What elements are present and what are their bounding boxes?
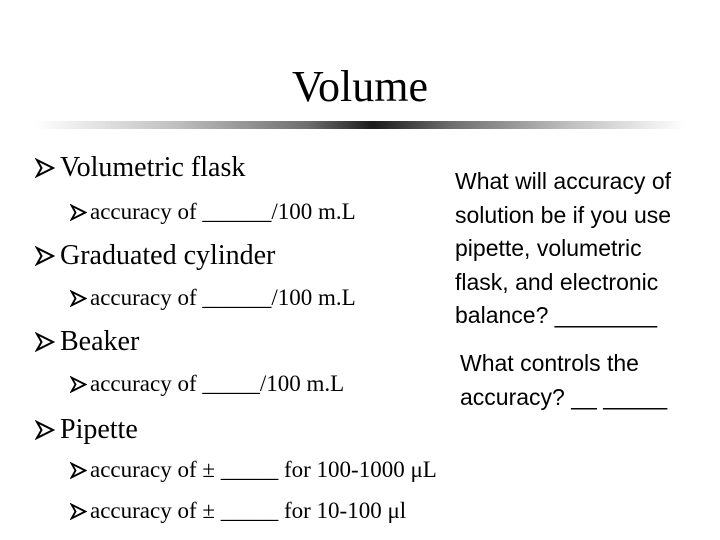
sub-bullet-graduated-cylinder-accuracy [68, 284, 356, 312]
arrow-bullet-icon [68, 501, 88, 521]
slide-title: Volume [291, 62, 429, 111]
bullet-volumetric-flask [34, 152, 245, 184]
question-controls-accuracy [460, 347, 667, 414]
sub-bullet-text: accuracy of ± _____ for 10-100 μl [90, 498, 407, 523]
bullet-label: Volumetric flask [60, 152, 246, 183]
bullet-label: Pipette [60, 414, 138, 445]
question-line: balance? ________ [455, 302, 658, 328]
title-divider [34, 121, 686, 129]
sub-bullet-beaker-accuracy [68, 370, 344, 398]
sub-bullet-pipette-accuracy-2 [68, 497, 406, 525]
bullet-label: Graduated cylinder [60, 240, 276, 271]
arrow-bullet-icon [34, 157, 56, 179]
arrow-bullet-icon [68, 288, 88, 308]
question-line: What controls the [460, 350, 639, 376]
sub-bullet-volumetric-flask-accuracy [68, 198, 356, 226]
arrow-bullet-icon [34, 331, 56, 353]
question-line: accuracy? __ _____ [460, 383, 668, 410]
question-line: pipette, volumetric [455, 235, 642, 261]
sub-bullet-text: accuracy of ± _____ for 100-1000 μL [90, 457, 437, 482]
arrow-bullet-icon [34, 419, 56, 441]
question-line: flask, and electronic [455, 268, 659, 295]
sub-bullet-text: accuracy of ______/100 m.L [90, 199, 356, 224]
question-solution-accuracy [455, 165, 671, 333]
bullet-pipette [34, 414, 138, 446]
sub-bullet-text: accuracy of ______/100 m.L [90, 285, 356, 310]
sub-bullet-text: accuracy of _____/100 m.L [90, 371, 345, 396]
sub-bullet-pipette-accuracy-1 [68, 456, 437, 484]
question-line: solution be if you use [455, 201, 672, 228]
arrow-bullet-icon [68, 460, 88, 480]
question-line: What will accuracy of [455, 168, 672, 194]
arrow-bullet-icon [34, 245, 56, 267]
arrow-bullet-icon [68, 374, 88, 394]
bullet-graduated-cylinder [34, 240, 275, 272]
bullet-label: Beaker [60, 326, 140, 357]
bullet-beaker [34, 326, 139, 358]
arrow-bullet-icon [68, 202, 88, 222]
